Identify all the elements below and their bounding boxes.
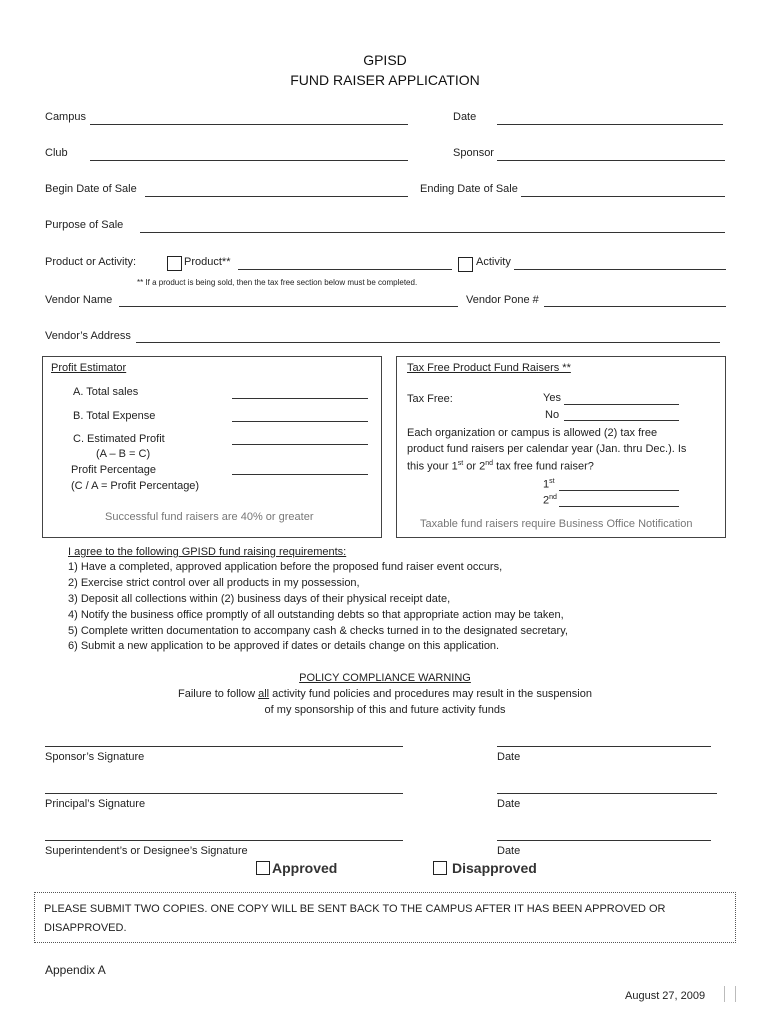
disapproved-label: Disapproved: [452, 860, 537, 876]
product-field[interactable]: [238, 269, 452, 270]
tax-free-yes-label: Yes: [543, 392, 561, 404]
profit-percentage-label: Profit Percentage: [71, 464, 156, 476]
vendor-phone-field[interactable]: [544, 306, 726, 307]
activity-checkbox[interactable]: [458, 257, 473, 272]
product-checkbox[interactable]: [167, 256, 182, 271]
superintendent-signature-field[interactable]: [45, 840, 403, 841]
vendor-address-field[interactable]: [136, 342, 720, 343]
campus-label: Campus: [45, 111, 86, 123]
total-sales-label: A. Total sales: [73, 386, 139, 398]
agreement-heading: I agree to the following GPISD fund raising requirements:: [68, 546, 347, 558]
form-title: GPISD: [363, 52, 407, 68]
form-subtitle: FUND RAISER APPLICATION: [290, 72, 480, 88]
principal-signature-field[interactable]: [45, 793, 403, 794]
approved-checkbox[interactable]: [256, 861, 270, 875]
agreement-item: 3) Deposit all collections within (2) business days of their physical receipt date,: [68, 593, 451, 605]
estimated-profit-formula: (A – B = C): [96, 448, 151, 460]
estimated-profit-label: C. Estimated Profit: [73, 433, 165, 445]
principal-signature-label: Principal’s Signature: [45, 798, 146, 810]
first-fundraiser-label: 1st: [543, 478, 555, 491]
vendor-phone-label: Vendor Pone #: [466, 294, 539, 306]
tax-free-desc-2: product fund raisers per calendar year (Jan. thru Dec.). Is: [407, 443, 687, 455]
superintendent-signature-label: Superintendent’s or Designee’s Signature: [45, 845, 248, 857]
club-label: Club: [45, 147, 68, 159]
purpose-field[interactable]: [140, 232, 725, 233]
footer-date: August 27, 2009: [625, 990, 706, 1002]
total-expense-field[interactable]: [232, 421, 368, 422]
tax-free-no-label: No: [545, 409, 560, 421]
profit-estimator-note: Successful fund raisers are 40% or greater: [105, 511, 314, 523]
total-expense-label: B. Total Expense: [73, 410, 156, 422]
warning-line-2: of my sponsorship of this and future activity funds: [264, 704, 506, 716]
activity-field[interactable]: [514, 269, 726, 270]
footer-marks: [724, 986, 736, 1002]
activity-label: Activity: [476, 256, 511, 268]
tax-free-desc-3: this your 1st or 2nd tax free fund raiser?: [407, 460, 594, 473]
agreement-item: 1) Have a completed, approved application before the proposed fund raiser event occurs,: [68, 561, 503, 573]
approved-label: Approved: [272, 860, 338, 876]
date-field[interactable]: [497, 124, 723, 125]
ending-date-field[interactable]: [521, 196, 725, 197]
vendor-name-label: Vendor Name: [45, 294, 113, 306]
product-label: Product**: [184, 256, 231, 268]
agreement-item: 2) Exercise strict control over all products in my possession,: [68, 577, 360, 589]
sponsor-date-field[interactable]: [497, 746, 711, 747]
estimated-profit-field[interactable]: [232, 444, 368, 445]
total-sales-field[interactable]: [232, 398, 368, 399]
principal-date-label: Date: [497, 798, 521, 810]
notice-line-1: PLEASE SUBMIT TWO COPIES. ONE COPY WILL BE SENT BACK TO THE CAMPUS AFTER IT HAS BEEN APPROVED OR: [44, 903, 666, 915]
first-fundraiser-field[interactable]: [559, 490, 679, 491]
sponsor-field[interactable]: [497, 160, 725, 161]
agreement-item: 5) Complete written documentation to accompany cash & checks turned in to the designated secretary,: [68, 625, 568, 637]
agreement-item: 4) Notify the business office promptly of all outstanding debts so that appropriate action may be taken,: [68, 609, 564, 621]
second-fundraiser-field[interactable]: [559, 506, 679, 507]
disapproved-checkbox[interactable]: [433, 861, 447, 875]
vendor-name-field[interactable]: [119, 306, 458, 307]
ending-date-label: Ending Date of Sale: [420, 183, 518, 195]
notice-line-2: DISAPPROVED.: [44, 922, 127, 934]
tax-free-label: Tax Free:: [407, 393, 453, 405]
principal-date-field[interactable]: [497, 793, 717, 794]
warning-line-1: Failure to follow all activity fund policies and procedures may result in the suspension: [178, 688, 592, 700]
tax-free-yes-field[interactable]: [564, 404, 679, 405]
tax-free-note: Taxable fund raisers require Business Office Notification: [420, 518, 693, 530]
tax-free-no-field[interactable]: [564, 420, 679, 421]
begin-date-field[interactable]: [145, 196, 408, 197]
superintendent-date-field[interactable]: [497, 840, 711, 841]
profit-percentage-field[interactable]: [232, 474, 368, 475]
sponsor-signature-field[interactable]: [45, 746, 403, 747]
campus-field[interactable]: [90, 124, 408, 125]
tax-free-desc-1: Each organization or campus is allowed (2) tax free: [407, 427, 658, 439]
sponsor-signature-label: Sponsor’s Signature: [45, 751, 145, 763]
vendor-address-label: Vendor’s Address: [45, 330, 131, 342]
sponsor-label: Sponsor: [453, 147, 494, 159]
warning-title: POLICY COMPLIANCE WARNING: [299, 672, 471, 684]
superintendent-date-label: Date: [497, 845, 521, 857]
product-or-activity-label: Product or Activity:: [45, 256, 137, 268]
purpose-label: Purpose of Sale: [45, 219, 124, 231]
notice-box: [34, 892, 736, 943]
club-field[interactable]: [90, 160, 408, 161]
profit-estimator-title: Profit Estimator: [51, 362, 127, 374]
agreement-item: 6) Submit a new application to be approved if dates or details change on this application.: [68, 640, 500, 652]
begin-date-label: Begin Date of Sale: [45, 183, 137, 195]
date-label: Date: [453, 111, 477, 123]
second-fundraiser-label: 2nd: [543, 494, 557, 507]
product-note: ** If a product is being sold, then the tax free section below must be completed.: [137, 278, 418, 287]
tax-free-title: Tax Free Product Fund Raisers **: [407, 362, 571, 374]
appendix-label: Appendix A: [45, 963, 106, 977]
profit-percentage-formula: (C / A = Profit Percentage): [71, 480, 200, 492]
sponsor-date-label: Date: [497, 751, 521, 763]
